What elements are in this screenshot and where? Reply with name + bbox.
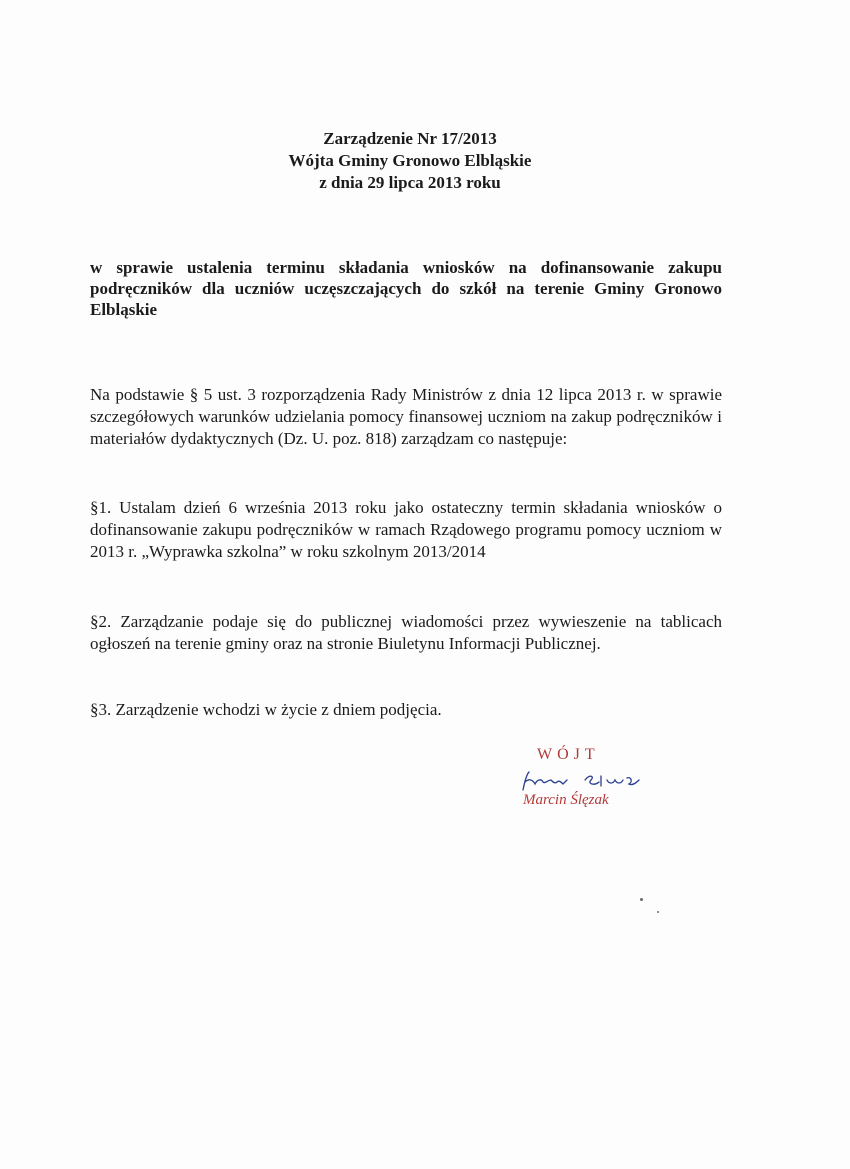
paragraph-3: §3. Zarządzenie wchodzi w życie z dniem podjęcia.: [90, 700, 442, 719]
scan-speck: [657, 911, 659, 913]
paragraph-1: §1. Ustalam dzień 6 września 2013 roku jako ostateczny termin składania wniosków o dofinansowanie zakupu podręczników w ramach Rządowego programu pomocy uczniom w 2013 r. „Wyprawka szkolna” w roku szkolnym 2013/2014: [90, 498, 722, 561]
handwritten-signature-icon: [515, 768, 655, 794]
scan-speck: [640, 898, 643, 901]
paragraph-2: §2. Zarządzanie podaje się do publicznej wiadomości przez wywieszenie na tablicach ogłoszeń na terenie gminy oraz na stronie Biuletynu Informacji Publicznej.: [90, 612, 722, 653]
legal-basis-paragraph: Na podstawie § 5 ust. 3 rozporządzenia Rady Ministrów z dnia 12 lipca 2013 r. w sprawie szczegółowych warunków udzielania pomocy finansowej uczniom na zakup podręczników i materiałów dydaktycznych (Dz. U. poz. 818) zarządzam co następuje:: [90, 385, 722, 448]
issuer-line: Wójta Gminy Gronowo Elbląskie: [288, 151, 532, 170]
signature-title: WÓJT: [537, 746, 600, 763]
signatory-name: Marcin Ślęzak: [523, 792, 609, 808]
date-line: z dnia 29 lipca 2013 roku: [319, 173, 501, 192]
document-title: Zarządzenie Nr 17/2013: [323, 129, 497, 148]
subject-heading: w sprawie ustalenia terminu składania wniosków na dofinansowanie zakupu podręczników dla uczniów uczęszczających do szkół na terenie Gminy Gronowo Elbląskie: [90, 258, 722, 319]
document-header: [0, 128, 820, 194]
signature-stamp: [515, 744, 665, 824]
